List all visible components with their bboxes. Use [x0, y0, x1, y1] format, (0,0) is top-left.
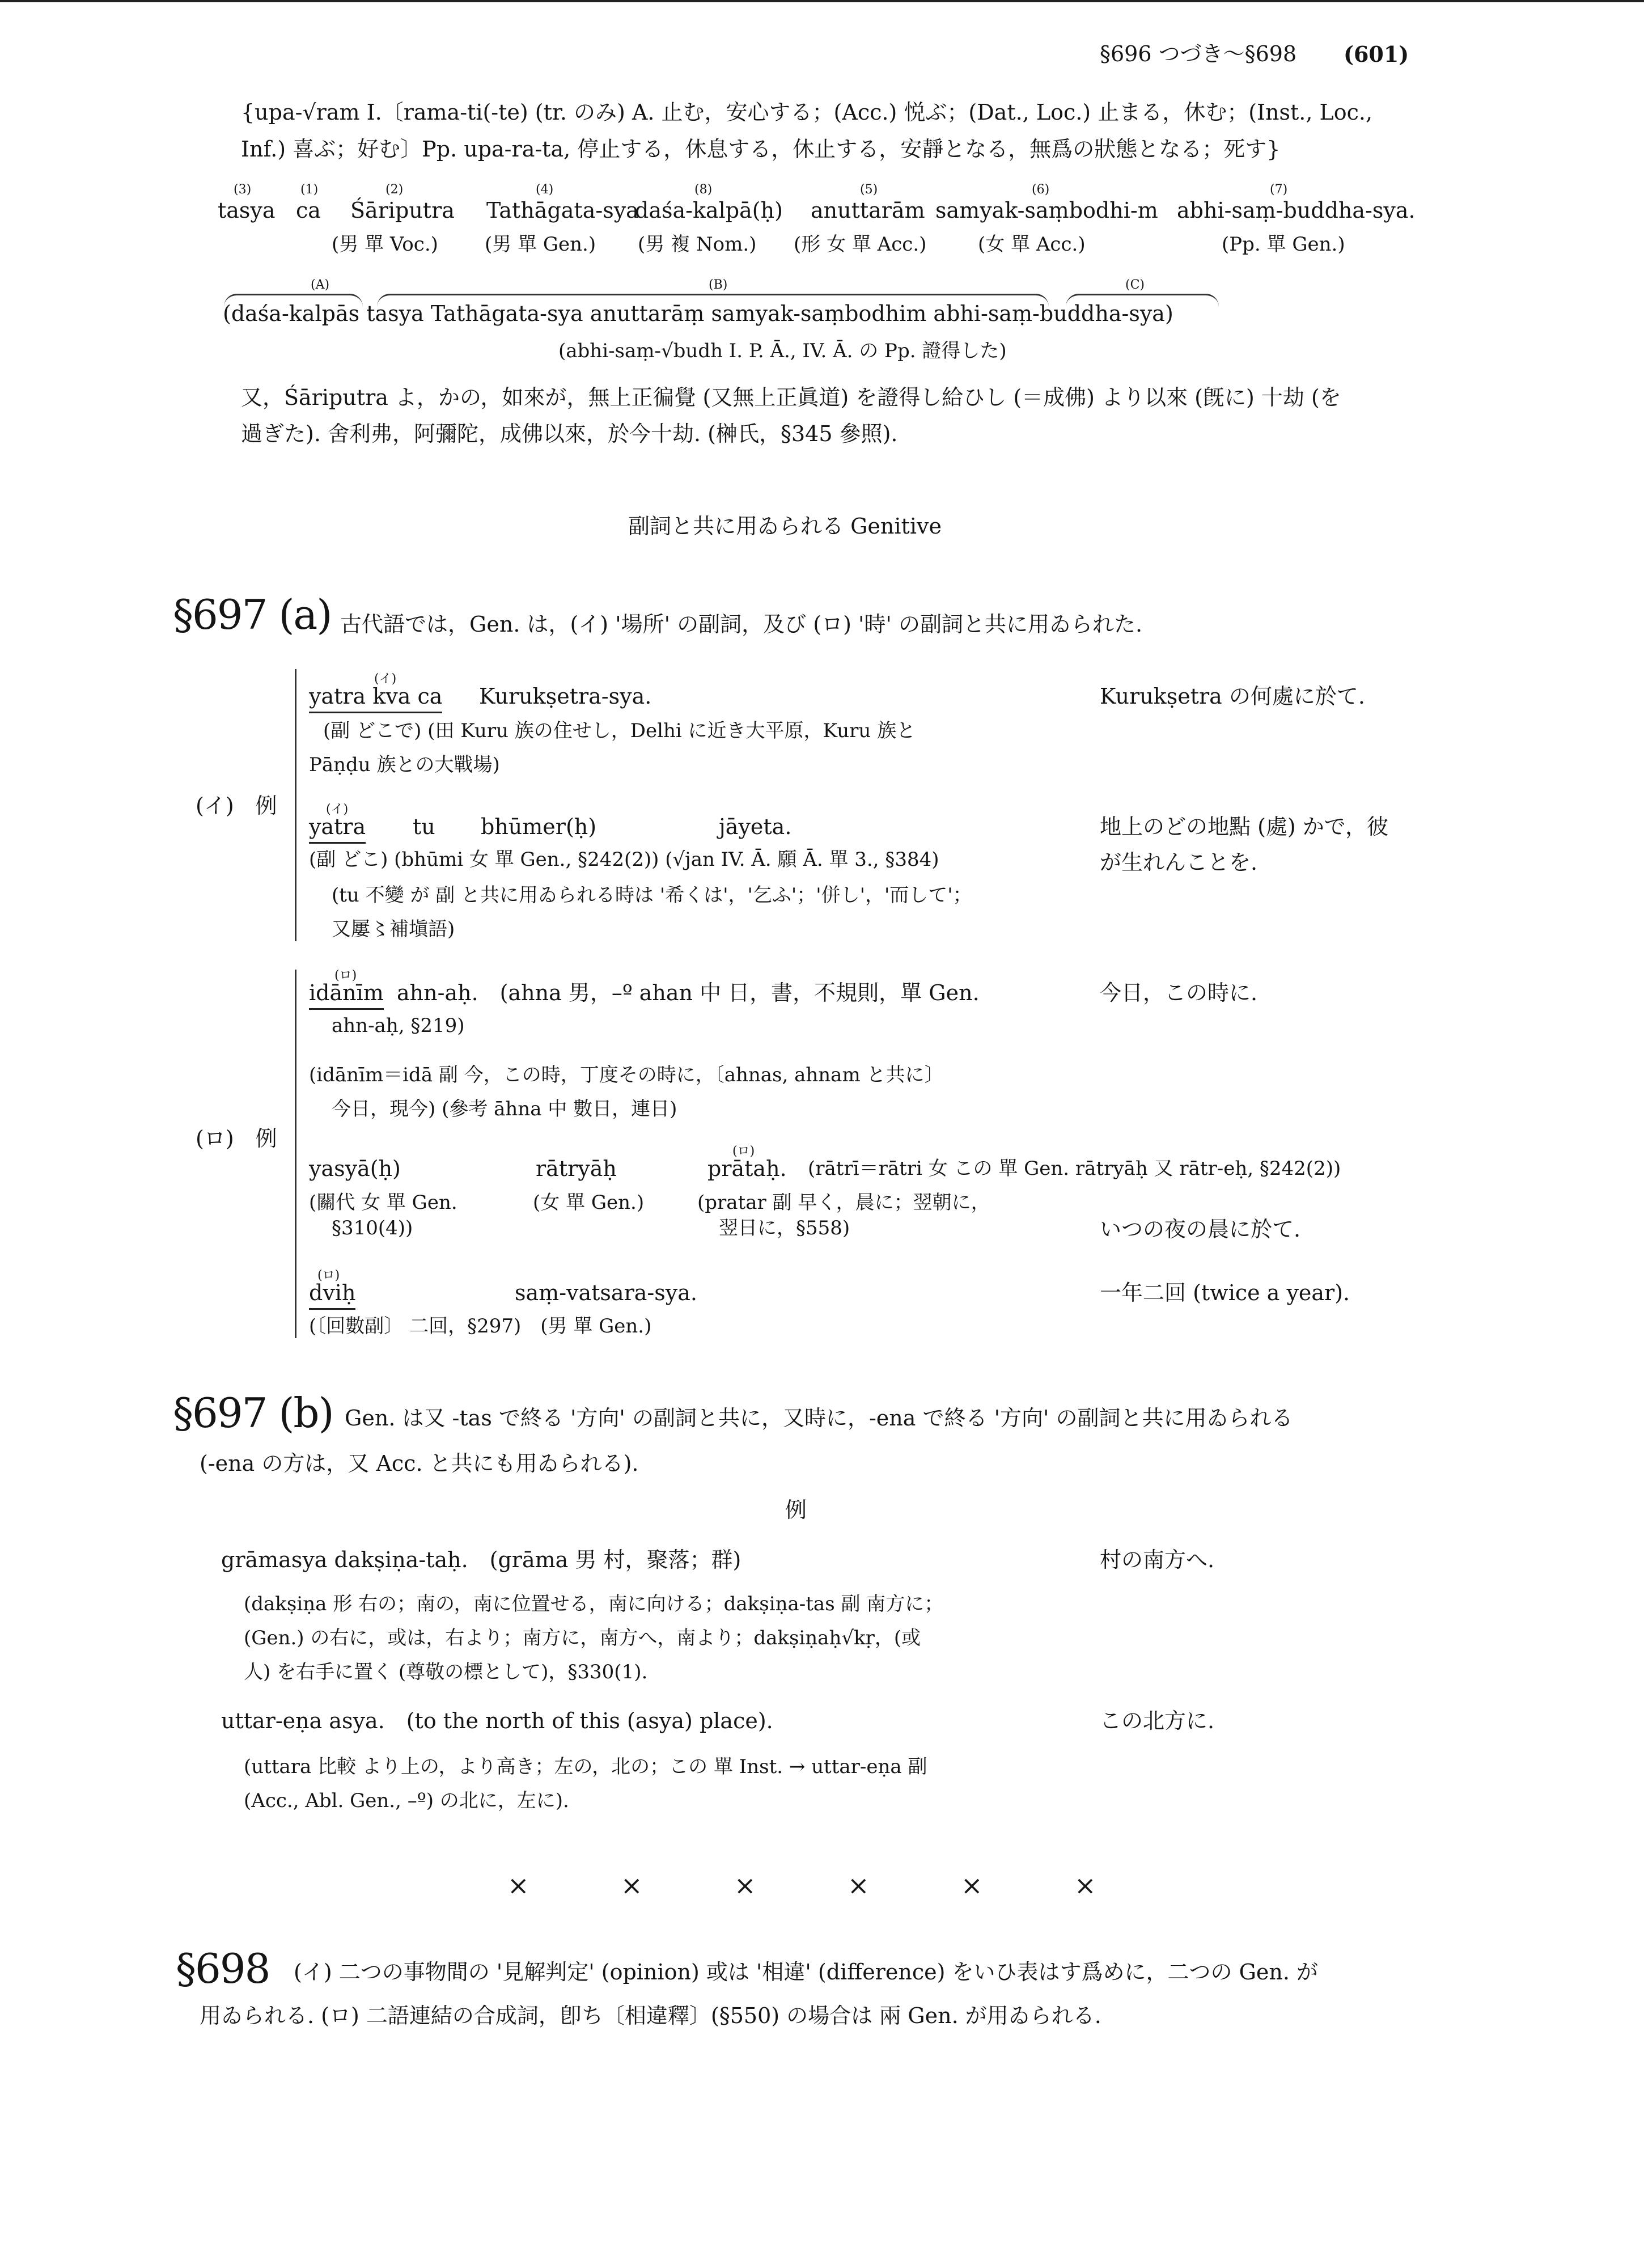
separator-cross: × — [507, 1870, 529, 1901]
sentence-word: Śāriputra — [350, 198, 455, 223]
example-mark: (イ) — [326, 802, 349, 816]
example-word: saṃ-vatsara-sya. — [515, 1280, 697, 1305]
example-note: (女 單 Gen.) — [533, 1191, 645, 1214]
example-note: (副 どこで) (田 Kuru 族の住せし，Delhi に近き大平原，Kuru 族と — [323, 720, 916, 742]
sentence-word: abhi-saṃ-buddha-sya. — [1177, 198, 1416, 223]
example-note: 今日，現今) (參考 āhna 中 數日，連日) — [332, 1098, 677, 1120]
sentence-gloss: (女 單 Acc.) — [978, 233, 1086, 256]
example-mark: (ロ) — [732, 1144, 755, 1158]
sentence-word: anuttarām — [811, 198, 925, 223]
example-note: (〔回數副〕 二回，§297) (男 單 Gen.) — [309, 1315, 652, 1338]
bracket-label-b: (B) — [709, 278, 728, 292]
example-translation: 地上のどの地點 (處) かで，彼 — [1100, 814, 1389, 839]
example-translation: この北方に. — [1100, 1708, 1215, 1733]
example-word: jāyeta. — [719, 814, 792, 839]
example-mark: (イ) — [374, 672, 397, 686]
separator-cross: × — [848, 1870, 870, 1901]
word-number: (7) — [1270, 183, 1288, 197]
example-line: grāmasya dakṣiṇa-taḥ. (grāma 男 村，聚落；群) — [221, 1547, 742, 1572]
bracket-label-a: (A) — [311, 278, 330, 292]
example-translation: いつの夜の晨に於て. — [1100, 1217, 1301, 1242]
upa-entry-line2: Inf.) 喜ぶ；好む〕Pp. upa-ra-ta, 停止する，休息する，休止する，安靜となる，無爲の狀態となる；死す} — [241, 137, 1281, 162]
example-head: yatra kva ca — [309, 683, 442, 713]
section-number: §697 (a) — [173, 591, 332, 638]
example-word: prātaḥ. — [707, 1156, 787, 1181]
section-text: 用ゐられる. (ロ) 二語連結の合成詞，卽ち〔相違釋〕(§550) の場合は 兩 Gen. が用ゐられる. — [200, 2003, 1101, 2028]
example-translation: Kurukṣetra の何處に於て. — [1100, 684, 1365, 709]
separator-cross: × — [734, 1870, 756, 1901]
sentence-word: Tathāgata-sya — [486, 198, 639, 223]
example-note: (tu 不變 が 副 と共に用ゐられる時は '希くは'，'乞ふ'；'併し'，'而して'； — [332, 884, 972, 907]
example-translation: が生れんことを. — [1100, 850, 1258, 875]
word-number: (1) — [300, 183, 319, 197]
example-translation: 村の南方へ. — [1100, 1547, 1215, 1572]
sentence-gloss: (男 複 Nom.) — [638, 233, 757, 256]
section-text: (イ) 二つの事物間の '見解判定' (opinion) 或は '相違' (difference) をいひ表はす爲めに，二つの Gen. が — [294, 1960, 1319, 1984]
bracket-label-c: (C) — [1125, 278, 1145, 292]
section-text: 古代語では，Gen. は，(イ) '場所' の副詞，及び (ロ) '時' の副詞と共に用ゐられた. — [340, 612, 1143, 637]
section-text: (-ena の方は，又 Acc. と共にも用ゐられる). — [200, 1451, 639, 1476]
group-label: (ロ) 例 — [196, 1126, 277, 1151]
top-rule — [0, 0, 1644, 2]
example-note: (Acc., Abl. Gen., –º) の北に，左に). — [244, 1789, 569, 1812]
sentence-word: samyak-saṃbodhi-m — [935, 198, 1158, 223]
sentence-gloss: (Pp. 單 Gen.) — [1222, 233, 1345, 256]
example-head: yatra — [309, 814, 366, 844]
word-number: (4) — [536, 183, 554, 197]
word-number: (5) — [860, 183, 878, 197]
word-number: (8) — [694, 183, 713, 197]
translation-line1: 又，Śāriputra よ，かの，如來が，無上正徧覺 (又無上正眞道) を證得し給ひし (＝成佛) より以來 (旣に) 十劫 (を — [241, 385, 1341, 410]
separator-cross: × — [1074, 1870, 1096, 1901]
translation-line2: 過ぎた). 舍利弗，阿彌陀，成佛以來，於今十劫. (榊氏，§345 參照). — [241, 421, 898, 446]
example-note: 人) を右手に置く (尊敬の標として)，§330(1). — [244, 1661, 648, 1683]
separator-cross: × — [621, 1870, 643, 1901]
sentence-word: tasya — [218, 198, 276, 223]
example-word: rātryāḥ — [536, 1156, 617, 1181]
example-note: (關代 女 單 Gen. — [309, 1191, 457, 1214]
example-rest: ahn-aḥ. (ahna 男，–º ahan 中 日，書，不規則，單 Gen. — [397, 980, 980, 1005]
section-text: Gen. は又 -tas で終る '方向' の副詞と共に，又時に，-ena で終る '方向' の副詞と共に用ゐられる — [345, 1406, 1293, 1431]
example-word: yasyā(ḥ) — [309, 1156, 401, 1181]
restructured-line: (daśa-kalpās tasya Tathāgata-sya anuttarāṃ samyak-saṃbodhim abhi-saṃ-buddha-sya) — [223, 301, 1173, 326]
word-number: (2) — [385, 183, 404, 197]
upa-entry-line1: {upa-√ram I.〔rama-ti(-te) (tr. のみ) A. 止む，安心する；(Acc.) 悦ぶ；(Dat., Loc.) 止まる，休む；(Inst., Loc., — [241, 100, 1373, 125]
example-rest: Kurukṣetra-sya. — [479, 684, 652, 709]
example-head: dviḥ — [309, 1280, 355, 1310]
restructured-note: (abhi-saṃ-√budh I. P. Ā., IV. Ā. の Pp. 證得した) — [558, 340, 1007, 362]
example-mark: (ロ) — [317, 1268, 340, 1283]
running-head: §696 つづき～§698 — [1100, 41, 1297, 66]
section-number: §697 (b) — [173, 1389, 333, 1437]
section-heading: 副詞と共に用ゐられる Genitive — [628, 514, 942, 539]
example-note: §310(4)) — [332, 1217, 413, 1239]
example-note: (Gen.) の右に，或は，右より；南方に，南方へ，南より；dakṣiṇaḥ√kṛ，(或 — [244, 1627, 921, 1649]
example-translation: 今日，この時に. — [1100, 980, 1258, 1005]
word-number: (3) — [234, 183, 252, 197]
sentence-word: ca — [296, 198, 321, 223]
example-line: uttar-eṇa asya. (to the north of this (asya) place). — [221, 1708, 773, 1733]
example-note: (pratar 副 早く，晨に；翌朝に， — [697, 1191, 990, 1214]
example-note: Pāṇḍu 族との大戰場) — [309, 754, 500, 776]
example-note: (idānīm＝idā 副 今，この時，丁度その時に，〔ahnas, ahnam と共に〕 — [309, 1064, 944, 1086]
example-note: 又屢〻補塡語) — [332, 918, 455, 941]
example-head: idānīm — [309, 980, 384, 1010]
group-label: (イ) 例 — [196, 793, 277, 818]
example-note: (副 どこ) (bhūmi 女 單 Gen., §242(2)) (√jan IV. Ā. 願 Ā. 單 3., §384) — [309, 848, 939, 871]
page-number: (601) — [1344, 41, 1409, 67]
example-translation: 一年二回 (twice a year). — [1100, 1280, 1350, 1305]
example-note: (dakṣiṇa 形 右の；南の，南に位置せる，南に向ける；dakṣiṇa-tas 副 南方に； — [244, 1593, 944, 1615]
example-note: (uttara 比較 より上の，より高き；左の，北の；この 單 Inst. → uttar-eṇa 副 — [244, 1755, 927, 1778]
sentence-gloss: (形 女 單 Acc.) — [794, 233, 927, 256]
word-number: (6) — [1032, 183, 1050, 197]
sentence-gloss: (男 單 Gen.) — [485, 233, 596, 256]
example-note: 翌日に，§558) — [719, 1217, 850, 1239]
section-number: §698 — [176, 1945, 270, 1992]
example-word: tu — [413, 814, 435, 839]
example-note: ahn-aḥ, §219) — [332, 1014, 465, 1037]
separator-cross: × — [961, 1870, 983, 1901]
sentence-word: daśa-kalpā(ḥ) — [635, 198, 783, 223]
example-label: 例 — [785, 1497, 807, 1522]
group-brace — [295, 669, 296, 941]
example-mark: (ロ) — [334, 968, 357, 983]
example-word: bhūmer(ḥ) — [481, 814, 597, 839]
group-brace — [295, 970, 296, 1338]
example-rest: (rātrī＝rātri 女 この 單 Gen. rātryāḥ 又 rātr-eḥ, §242(2)) — [808, 1157, 1341, 1180]
sentence-gloss: (男 單 Voc.) — [332, 233, 438, 256]
